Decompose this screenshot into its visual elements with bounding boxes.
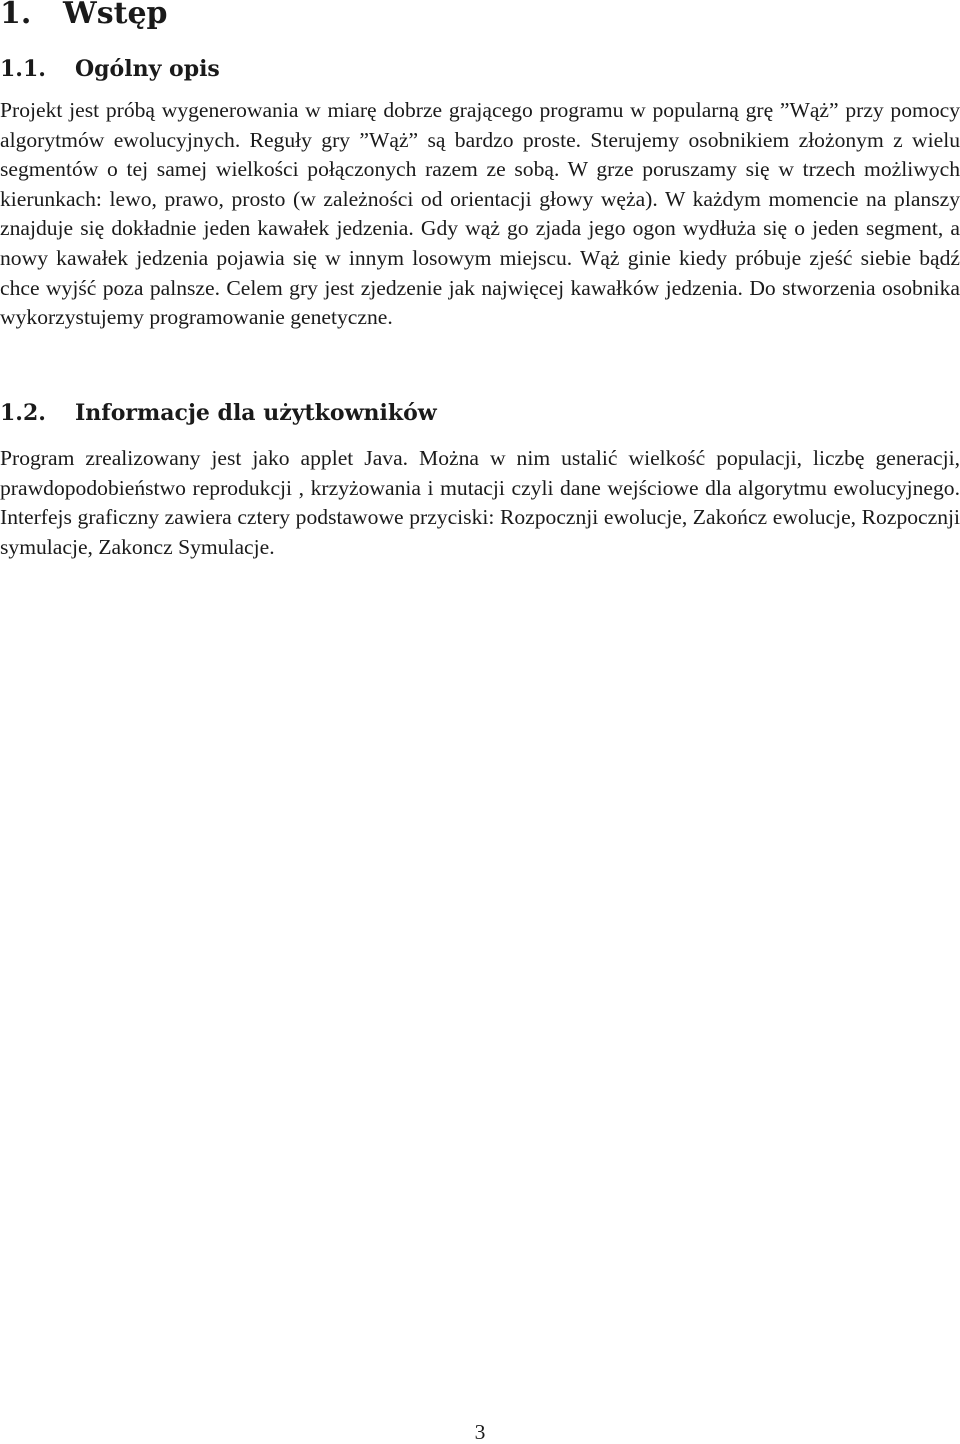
section-title-text: Informacje dla użytkowników: [75, 400, 437, 426]
section-title-text: Ogólny opis: [75, 56, 220, 82]
section-number: 1.2.: [0, 400, 46, 426]
chapter-number: 1.: [0, 0, 32, 31]
section-number: 1.1.: [0, 56, 46, 82]
chapter-title: [0, 0, 168, 34]
page-number: 3: [474, 1420, 486, 1444]
section-heading-ogolny-opis: [0, 54, 220, 84]
section-paragraph-informacje: Program zrealizowany jest jako applet Java. Można w nim ustalić wielkość populacji, liczbę generacji, prawdopodobieństwo reprodukcji , krzyżowania i mutacji czyli dane wejściowe dla algorytmu ewolucyjnego. Interfejs graficzny zawiera cztery podstawowe przyciski: Rozpocznji ewolucje, Zakończ ewolucje, Rozpocznji symulacje, Zakoncz Symulacje.: [0, 446, 960, 559]
section-heading-informacje: [0, 398, 437, 428]
chapter-title-text: Wstęp: [63, 0, 168, 31]
section-paragraph-ogolny-opis: Projekt jest próbą wygenerowania w miarę dobrze grającego programu w popularną grę ”Wąż” przy pomocy algorytmów ewolucyjnych. Reguły gry ”Wąż” są bardzo proste. Sterujemy osobnikiem złożonym z wielu segmentów o tej samej wielkości połączonych razem ze sobą. W grze poruszamy się w trzech możliwych kierunkach: lewo, prawo, prosto (w zależności od orientacji głowy węża). W każdym momencie na planszy znajduje się dokładnie jeden kawałek jedzenia. Gdy wąż go zjada jego ogon wydłuża się o jeden segment, a nowy kawałek jedzenia pojawia się w innym losowym miejscu. Wąż ginie kiedy próbuje zjeść siebie bądź chce wyjść poza palnsze. Celem gry jest zjedzenie jak najwięcej kawałków jedzenia. Do stworzenia osobnika wykorzystujemy programowanie genetyczne.: [0, 98, 960, 330]
